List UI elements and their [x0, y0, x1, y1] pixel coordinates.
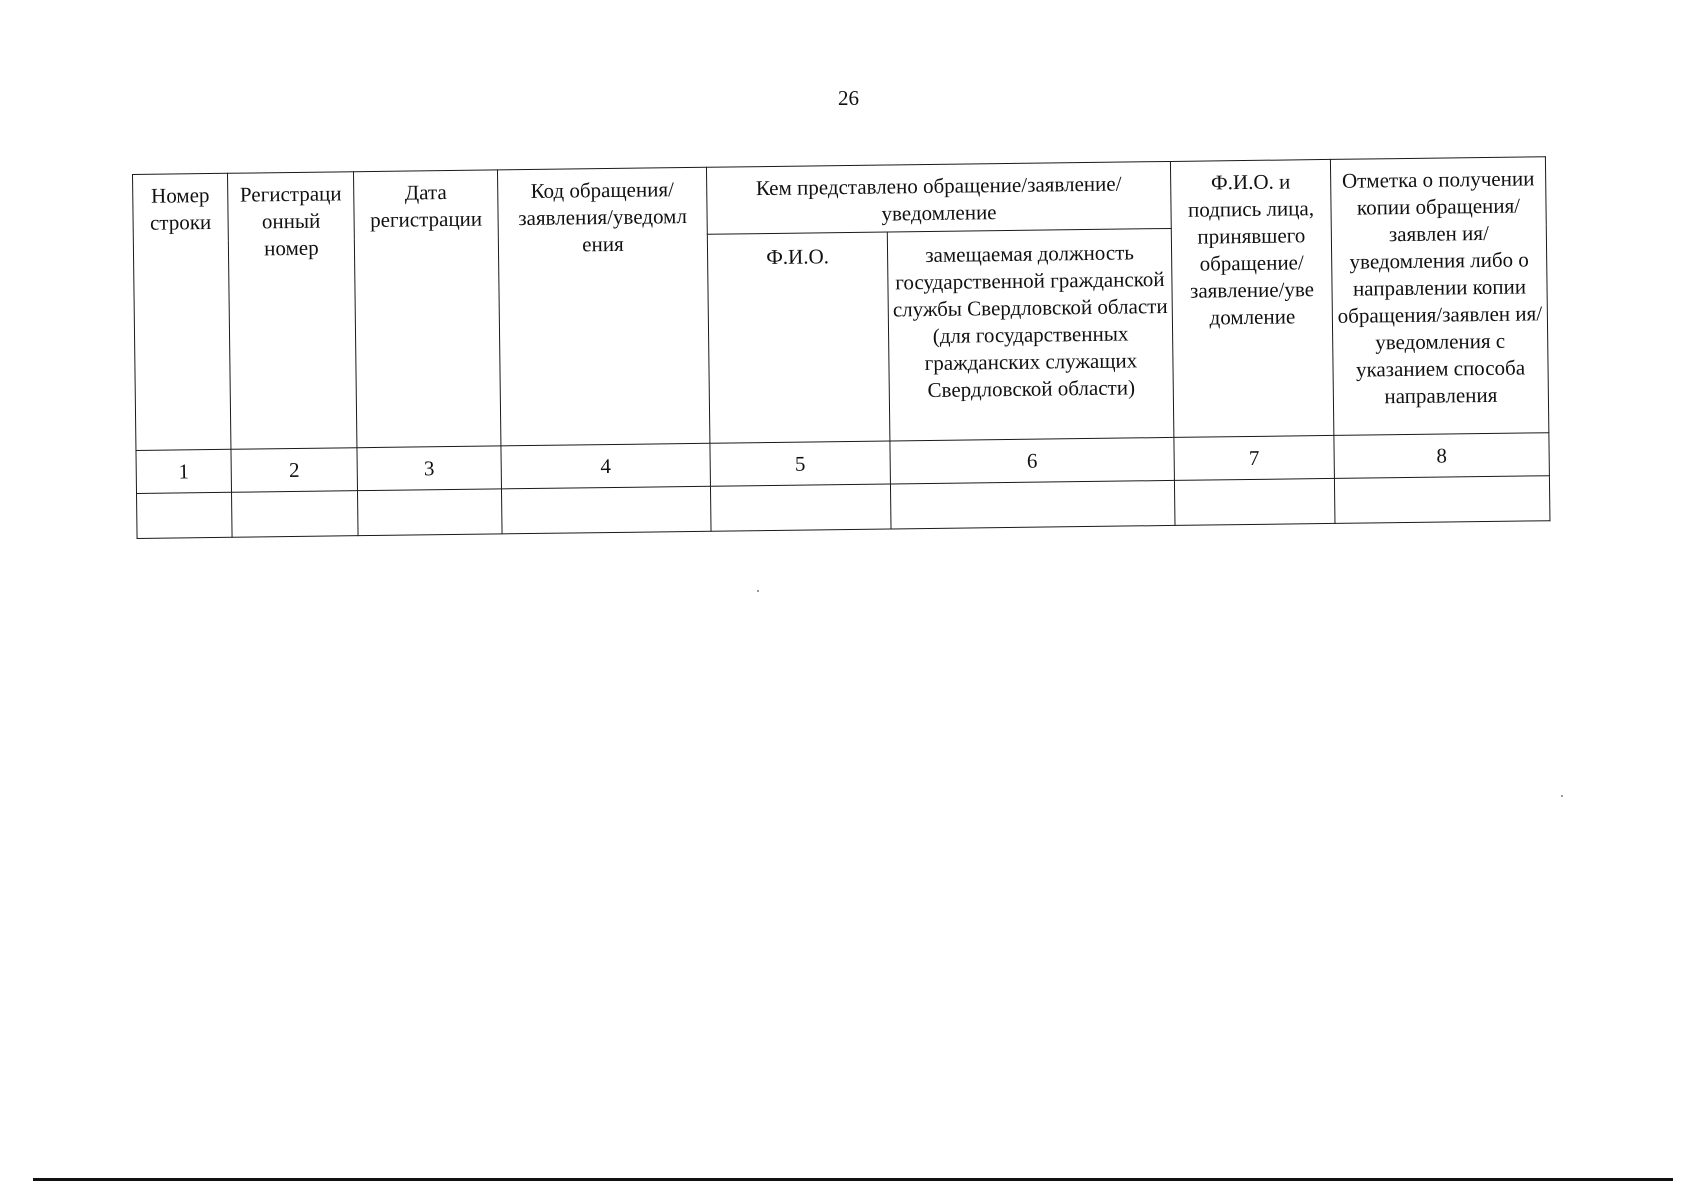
- registration-table: [132, 156, 1550, 539]
- table-cell: [137, 492, 233, 538]
- column-number: 4: [501, 443, 711, 489]
- table-cell: [890, 480, 1175, 529]
- header-submitted-by: Кем представлено обращение/заявление/уведомление: [706, 161, 1171, 234]
- column-number: 6: [890, 437, 1175, 484]
- column-number: 7: [1174, 435, 1335, 480]
- header-copy-mark: Отметка о получении копии обращения/заявлен ия/уведомления либо о направлении копии обращения/заявлен ия/уведомления с указанием способа направления: [1330, 157, 1548, 436]
- table-header-row: [133, 157, 1547, 242]
- header-position: замещаемая должность государственной гражданской службы Свердловской области (для государственных гражданских служащих Свердловской области): [887, 228, 1174, 441]
- page-number: 26: [838, 86, 859, 110]
- header-full-name: Ф.И.О.: [707, 232, 890, 443]
- header-accepted-by: Ф.И.О. и подпись лица, принявшего обращение/ заявление/уве домление: [1170, 159, 1333, 437]
- table-cell: [1174, 478, 1335, 525]
- header-registration-number: Регистраци онный номер: [227, 172, 356, 450]
- column-number: 5: [710, 441, 891, 486]
- scan-speck: [757, 590, 759, 592]
- header-row-number: Номер строки: [133, 173, 231, 450]
- table-cell: [501, 486, 711, 534]
- column-number: 3: [357, 446, 502, 491]
- table-cell: [232, 491, 359, 538]
- bottom-rule: [33, 1178, 1673, 1181]
- column-number: 2: [231, 448, 358, 493]
- table-cell: [357, 489, 502, 536]
- table-cell: [1334, 476, 1550, 524]
- header-registration-date: Дата регистрации: [353, 170, 500, 448]
- table-cell: [710, 484, 891, 531]
- scan-speck: [1561, 795, 1563, 797]
- header-request-code: Код обращения/ заявления/уведомл ения: [497, 167, 709, 446]
- column-number: 8: [1334, 433, 1550, 479]
- column-number: 1: [136, 449, 232, 493]
